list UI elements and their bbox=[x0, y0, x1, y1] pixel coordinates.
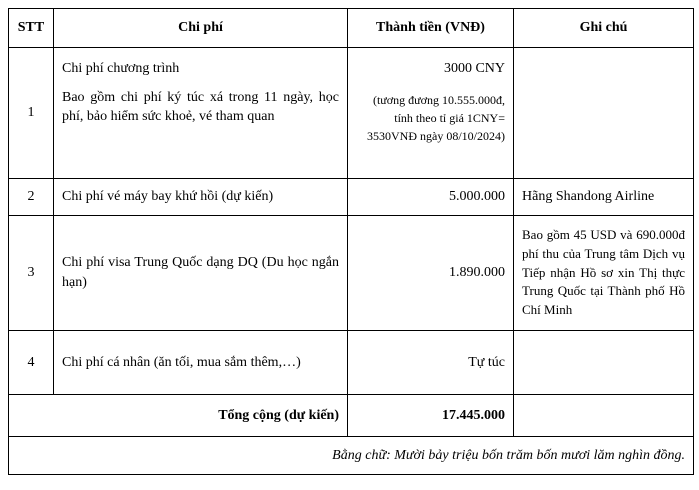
table-row-1 bbox=[9, 48, 694, 179]
row4-note-cell bbox=[514, 331, 694, 395]
total-note-cell bbox=[514, 395, 694, 437]
total-amount: 17.445.000 bbox=[348, 395, 514, 437]
row1-stt: 1 bbox=[9, 48, 54, 179]
row2-stt: 2 bbox=[9, 179, 54, 216]
table-header-row bbox=[9, 9, 694, 48]
row1-cost-title: Chi phí chương trình bbox=[62, 61, 180, 76]
row2-note-cell: Hãng Shandong Airline bbox=[514, 179, 694, 216]
row4-stt: 4 bbox=[9, 331, 54, 395]
row2-amount: 5.000.000 bbox=[348, 179, 514, 216]
header-amount: Thành tiền (VNĐ) bbox=[348, 9, 514, 48]
row3-stt: 3 bbox=[9, 216, 54, 331]
row4-cost-cell: Chi phí cá nhân (ăn tối, mua sắm thêm,…) bbox=[54, 331, 348, 395]
row1-amount-note: (tương đương 10.555.000đ, tính theo tỉ giá 1CNY= 3530VNĐ ngày 08/10/2024) bbox=[367, 92, 505, 143]
header-stt: STT bbox=[9, 9, 54, 48]
table-row-2 bbox=[9, 179, 694, 216]
amount-in-words: Bằng chữ: Mười bảy triệu bốn trăm bốn mươi lăm nghìn đồng. bbox=[9, 437, 694, 475]
total-row bbox=[9, 395, 694, 437]
row1-note-cell bbox=[514, 48, 694, 179]
cost-table bbox=[8, 8, 694, 475]
amount-in-words-row bbox=[9, 437, 694, 475]
row4-amount: Tự túc bbox=[348, 331, 514, 395]
header-note: Ghi chú bbox=[514, 9, 694, 48]
table-row-4 bbox=[9, 331, 694, 395]
row1-amount: 3000 CNY bbox=[443, 61, 505, 76]
row2-cost-cell: Chi phí vé máy bay khứ hồi (dự kiến) bbox=[54, 179, 348, 216]
row1-amount-cell bbox=[348, 48, 514, 179]
row3-amount: 1.890.000 bbox=[348, 216, 514, 331]
row3-cost-cell: Chi phí visa Trung Quốc dạng DQ (Du học ngắn hạn) bbox=[54, 216, 348, 331]
row1-cost-description: Bao gồm chi phí ký túc xá trong 11 ngày, học phí, bảo hiểm sức khoẻ, vé tham quan bbox=[62, 89, 339, 125]
row1-cost-cell bbox=[54, 48, 348, 179]
total-label: Tổng cộng (dự kiến) bbox=[9, 395, 348, 437]
row3-note-cell: Bao gồm 45 USD và 690.000đ phí thu của Trung tâm Dịch vụ Tiếp nhận Hồ sơ xin Thị thực Trung Quốc tại Thành phố Hồ Chí Minh bbox=[514, 216, 694, 331]
table-row-3 bbox=[9, 216, 694, 331]
header-cost: Chi phí bbox=[54, 9, 348, 48]
